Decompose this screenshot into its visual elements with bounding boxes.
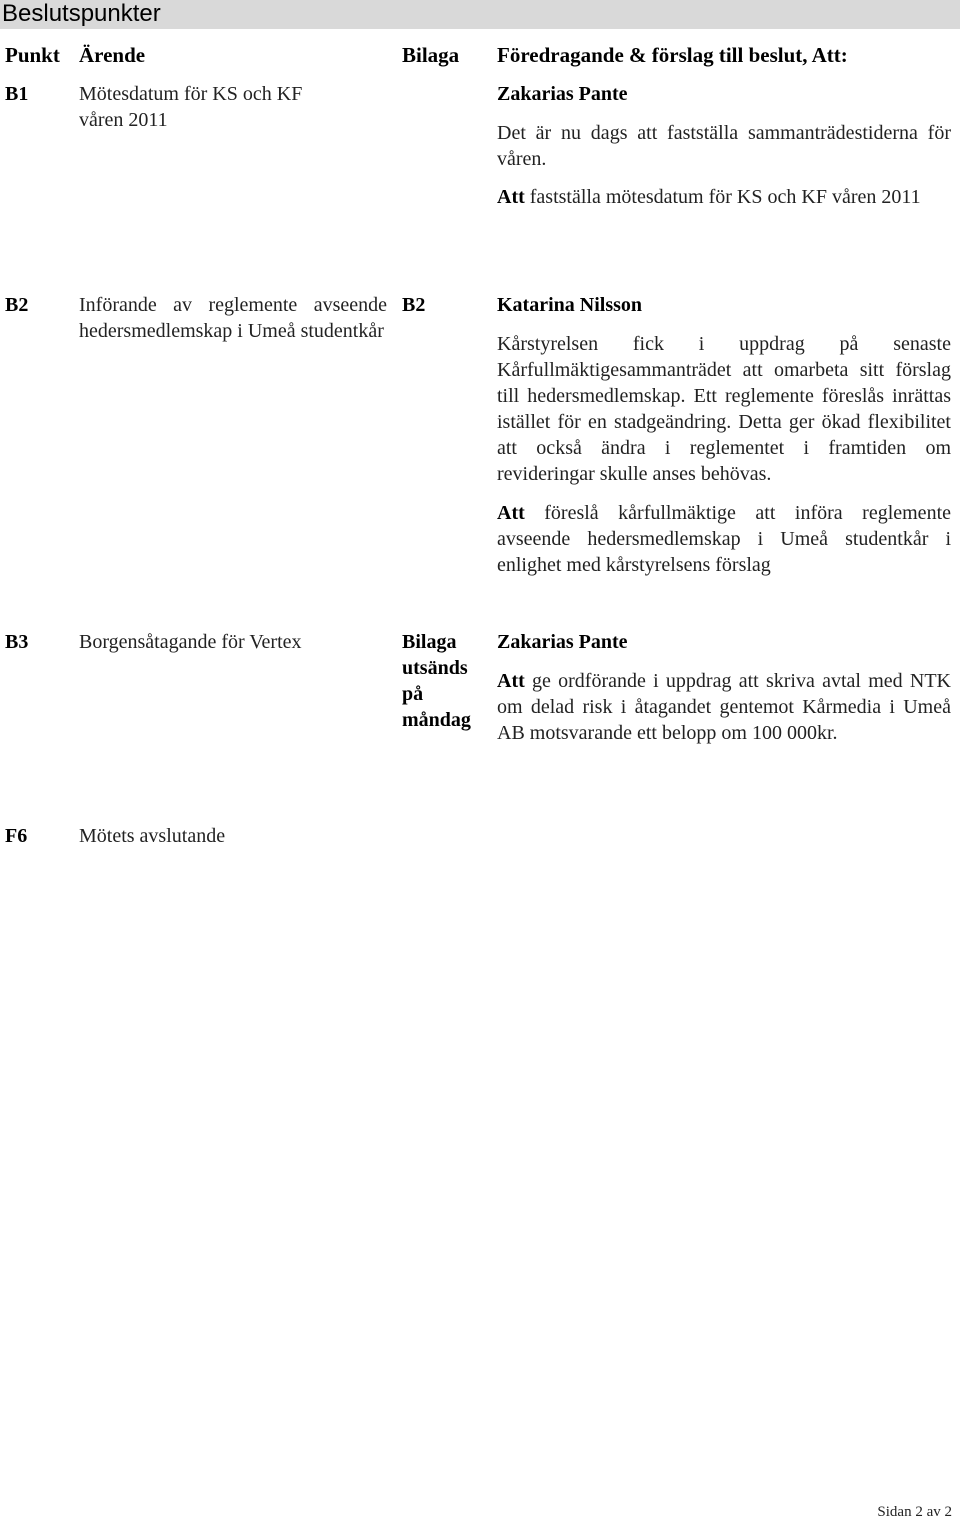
row-decision (497, 184, 951, 210)
row-arende: Mötets avslutande (79, 825, 226, 847)
row-decision (497, 668, 951, 746)
row-bilaga: Bilaga utsänds på måndag (402, 631, 471, 731)
row-arende: Införande av reglemente avseende hedersmedlemskap i Umeå studentkår (79, 294, 387, 342)
decision-text: ge ordförande i uppdrag att skriva avtal med NTK om delad risk i åtagandet gentemot Kårmedia i Umeå AB motsvarande ett belopp om 100 000kr. (497, 670, 951, 744)
header-bar (0, 0, 960, 29)
column-header-punkt: Punkt (5, 43, 60, 67)
column-header-foredragande: Föredragande & förslag till beslut, Att: (497, 43, 848, 67)
page-title: Beslutspunkter (2, 0, 161, 27)
att-label: Att (497, 502, 525, 524)
row-bilaga: B2 (402, 294, 426, 316)
column-header-bilaga: Bilaga (402, 43, 460, 67)
column-header-arende: Ärende (79, 43, 146, 67)
row-presenter: Katarina Nilsson (497, 294, 643, 316)
page-number: Sidan 2 av 2 (877, 1504, 952, 1520)
row-arende: Borgensåtagande för Vertex (79, 631, 302, 653)
att-label: Att (497, 186, 525, 208)
row-punkt: B2 (5, 294, 29, 316)
row-presenter: Zakarias Pante (497, 83, 628, 105)
row-arende: Mötesdatum för KS och KF våren 2011 (79, 83, 303, 131)
row-punkt: F6 (5, 825, 28, 847)
row-presenter: Zakarias Pante (497, 631, 628, 653)
row-description: Det är nu dags att fastställa sammanträdestiderna för våren. (497, 122, 951, 170)
row-decision (497, 500, 951, 578)
row-punkt: B3 (5, 631, 29, 653)
att-label: Att (497, 670, 525, 692)
decision-text: föreslå kårfullmäktige att införa reglemente avseende hedersmedlemskap i Umeå studentkår i enlighet med kårstyrelsens förslag (497, 502, 951, 576)
row-description: Kårstyrelsen fick i uppdrag på senaste Kårfullmäktigesammanträdet att omarbeta sitt förslag till hedersmedlemskap. Ett reglemente föreslås inrättas istället för en stadgeändring. Detta ger ökad flexibilitet att också ändra i reglementet i framtiden om revideringar skulle anses behövas. (497, 333, 951, 485)
row-punkt: B1 (5, 83, 29, 105)
decision-text: fastställa mötesdatum för KS och KF våren 2011 (524, 186, 921, 208)
